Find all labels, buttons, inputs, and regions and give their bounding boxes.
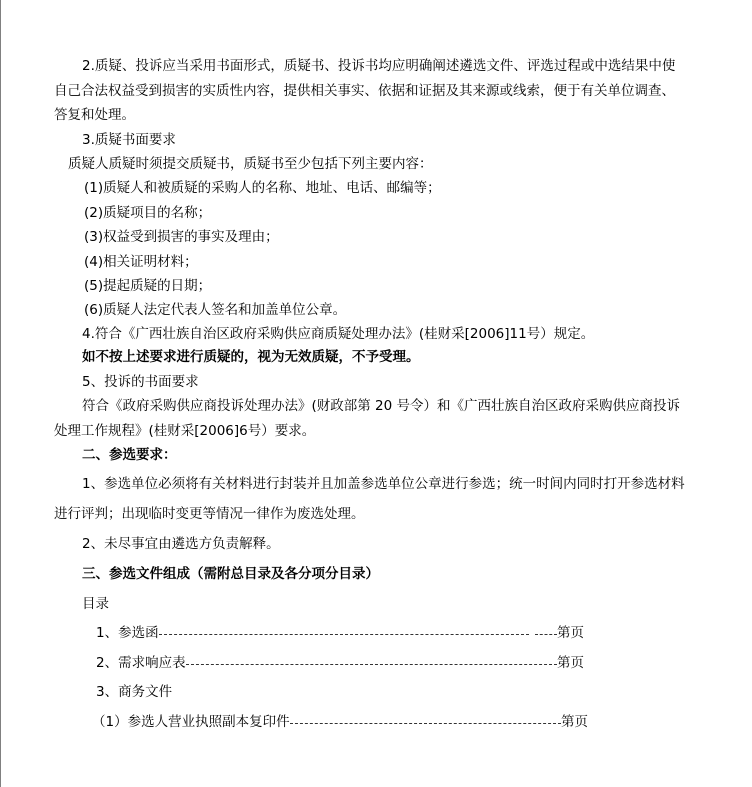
toc-entry-label: 1、参选函 — [96, 625, 159, 641]
paragraph-3-title: 3.质疑书面要求 — [82, 132, 176, 148]
toc-entry-label: 3、商务文件 — [96, 684, 173, 700]
section-two-heading: 二、参选要求： — [82, 447, 177, 463]
paragraph-5-line-2: 处理工作规程》(桂财采[2006]6号）要求。 — [54, 423, 316, 439]
list-item: (6)质疑人法定代表人签名和加盖单位公章。 — [84, 302, 347, 318]
toc-entry-label: （1）参选人营业执照副本复印件 — [92, 714, 290, 730]
paragraph-2-line-2: 自己合法权益受到损害的实质性内容，提供相关事实、依据和证据及其来源或线索，便于有关单位调查、 — [54, 83, 675, 99]
section-two-item-1-line-2: 进行评判；出现临时变更等情况一律作为废选处理。 — [54, 506, 365, 522]
list-item: (1)质疑人和被质疑的采购人的名称、地址、电话、邮编等； — [84, 180, 441, 196]
toc-entry[interactable] — [96, 624, 584, 642]
toc-leader-dots — [186, 664, 557, 665]
list-item: (3)权益受到损害的事实及理由； — [84, 229, 279, 245]
paragraph-2-line-3: 答复和处理。 — [54, 107, 135, 123]
paragraph-5-title: 5、投诉的书面要求 — [82, 374, 199, 390]
list-item: (2)质疑项目的名称； — [84, 205, 212, 221]
paragraph-2-line-1: 2.质疑、投诉应当采用书面形式，质疑书、投诉书均应明确阐述遴选文件、评选过程或中选结果中使 — [82, 58, 676, 74]
list-item: (5)提起质疑的日期； — [84, 278, 212, 294]
list-item: (4)相关证明材料； — [84, 254, 198, 270]
invalid-complaint-warning: 如不按上述要求进行质疑的，视为无效质疑，不予受理。 — [82, 349, 420, 365]
paragraph-5-line-1: 符合《政府采购供应商投诉处理办法》(财政部第 20 号令）和《广西壮族自治区政府采购供应商投诉 — [82, 398, 681, 414]
section-two-item-1-line-1: 1、参选单位必须将有关材料进行封装并且加盖参选单位公章进行参选；统一时间内同时打开参选材料 — [82, 476, 685, 492]
toc-entry-page: 第页 — [557, 625, 584, 641]
toc-leader-dots — [290, 723, 561, 724]
paragraph-4: 4.符合《广西壮族自治区政府采购供应商质疑处理办法》(桂财采[2006]11号）规定。 — [82, 326, 595, 342]
section-two-item-2: 2、未尽事宜由遴选方负责解释。 — [82, 536, 280, 552]
paragraph-3-intro: 质疑人质疑时须提交质疑书，质疑书至少包括下列主要内容： — [68, 156, 433, 172]
toc-entry[interactable] — [92, 713, 588, 731]
toc-entry-page: 第页 — [557, 655, 584, 671]
toc-title: 目录 — [82, 596, 109, 612]
toc-entry-page: 第页 — [561, 714, 588, 730]
toc-entry[interactable] — [96, 654, 584, 672]
section-three-heading: 三、参选文件组成（需附总目录及各分项分目录） — [82, 566, 379, 582]
toc-entry[interactable] — [96, 683, 172, 701]
toc-entry-label: 2、需求响应表 — [96, 655, 186, 671]
